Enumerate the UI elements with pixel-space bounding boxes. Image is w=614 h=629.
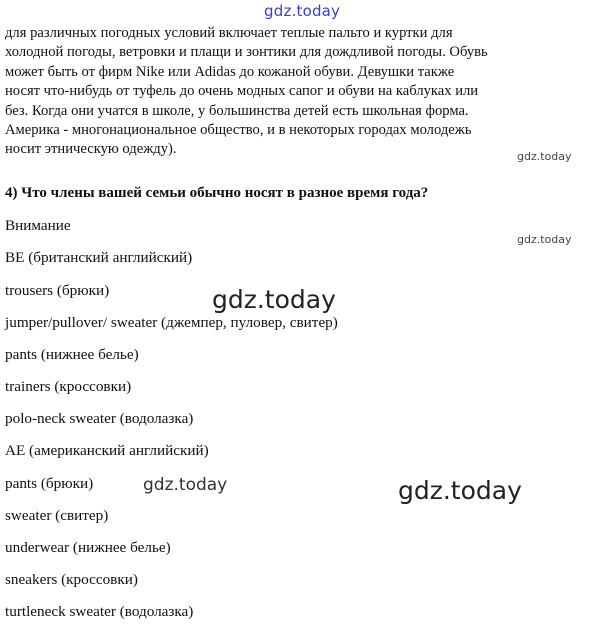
paragraph-line: Америка - многонациональное общество, и в некоторых городах молодежь [5,122,472,139]
paragraph-line: может быть от фирм Nike или Adidas до кожаной обуви. Девушки также [5,63,455,80]
list-item: underwear (нижнее белье) [5,539,171,556]
question-heading: 4) Что члены вашей семьи обычно носят в разное время года? [5,185,429,201]
list-item: sweater (свитер) [5,507,109,524]
paragraph-line: холодной погоды, ветровки и плащи и зонтики для дождливой погоды. Обувь [5,44,488,61]
watermark-medium: gdz.today [143,475,228,495]
paragraph-line: носят что-нибудь от туфель до очень модных сапог и обуви на каблуках или [5,83,479,100]
list-item: trainers (кроссовки) [5,378,132,395]
watermark-small: gdz.today [517,150,572,163]
list-item: turtleneck sweater (водолазка) [5,603,194,620]
paragraph [5,24,614,160]
list-item: AE (американский английский) [5,442,209,459]
list-item: BE (британский английский) [5,249,193,266]
list-item: sneakers (кроссовки) [5,571,138,588]
watermark-large: gdz.today [398,476,522,505]
watermark-large: gdz.today [212,285,336,314]
list-item: pants (нижнее белье) [5,346,139,363]
list-item: pants (брюки) [5,475,94,492]
watermark-top: gdz.today [264,2,341,20]
list-item: polo-neck sweater (водолазка) [5,410,194,427]
list-item: trousers (брюки) [5,282,110,299]
paragraph-line: без. Когда они учатся в школе, у большинства детей есть школьная форма. [5,102,469,119]
list-item: Внимание [5,217,71,234]
paragraph-line: носит этническую одежду). [5,141,177,158]
paragraph-line: для различных погодных условий включает теплые пальто и куртки для [5,25,453,41]
list-item: jumper/pullover/ sweater (джемпер, пуловер, свитер) [5,314,338,331]
watermark-small: gdz.today [517,233,572,246]
